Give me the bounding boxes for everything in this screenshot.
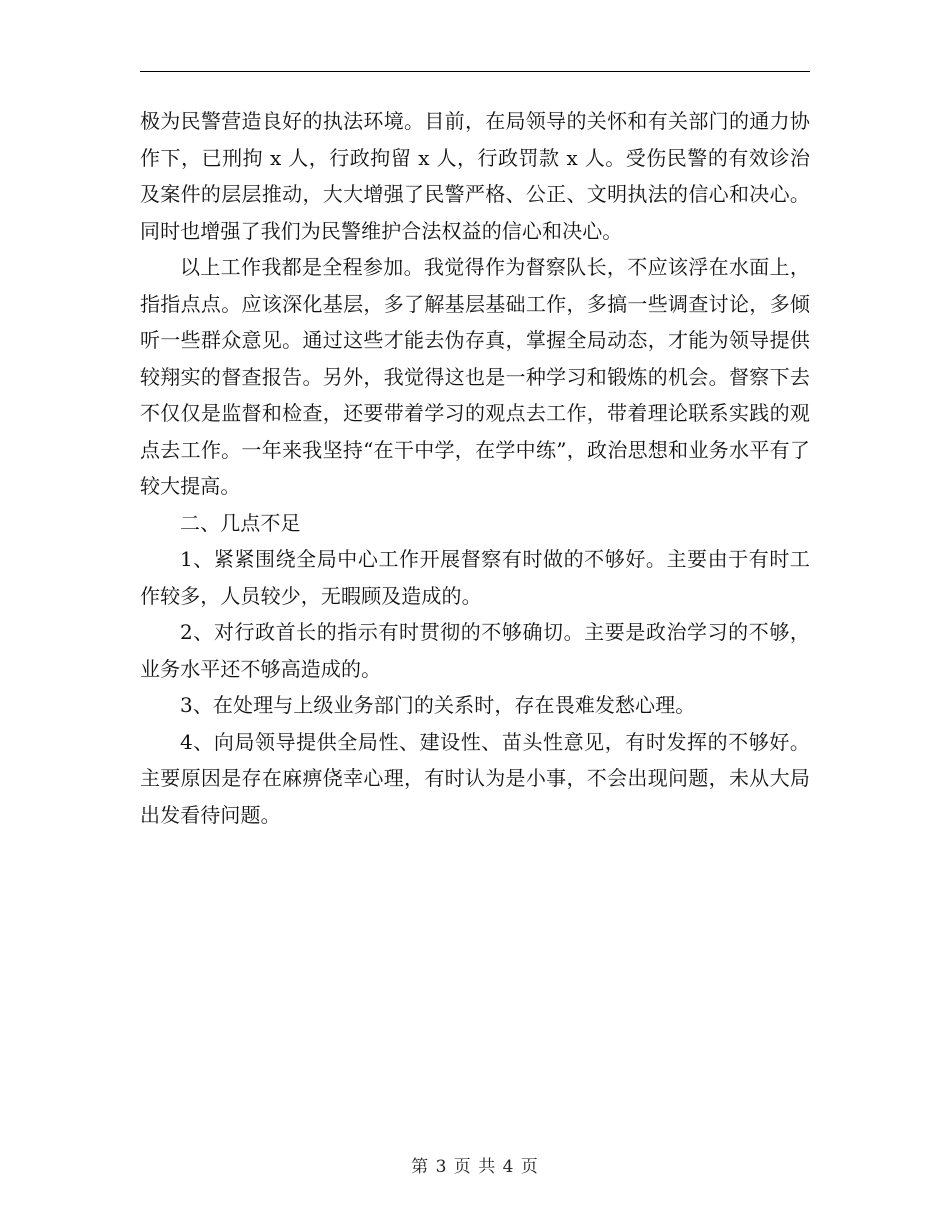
section-heading-shortcomings: 二、几点不足 bbox=[180, 510, 301, 535]
header-rule bbox=[140, 71, 810, 72]
list-item-shortcoming-2: 2、对行政首长的指示有时贯彻的不够确切。主要是政治学习的不够，业务水平还不够高造成的。 bbox=[140, 620, 810, 681]
list-item-shortcoming-4: 4、向局领导提供全局性、建设性、苗头性意见，有时发挥的不够好。主要原因是存在麻痹侥幸心理，有时认为是小事，不会出现问题，未从大局出发看待问题。 bbox=[140, 729, 810, 827]
list-item-shortcoming-3: 3、在处理与上级业务部门的关系时，存在畏难发愁心理。 bbox=[180, 693, 696, 717]
document-body bbox=[140, 103, 810, 833]
page-number-footer: 第 3 页 共 4 页 bbox=[411, 1157, 539, 1177]
list-item-shortcoming-1: 1、紧紧围绕全局中心工作开展督察有时做的不够好。主要由于有时工作较多，人员较少，无暇顾及造成的。 bbox=[140, 547, 810, 608]
paragraph-work-participation: 以上工作我都是全程参加。我觉得作为督察队长，不应该浮在水面上，指指点点。应该深化基层，多了解基层基础工作，多搞一些调查讨论，多倾听一些群众意见。通过这些才能去伪存真，掌握全局动态，才能为领导提供较翔实的督查报告。另外，我觉得这也是一种学习和锻炼的机会。督察下去不仅仅是监督和检查，还要带着学习的观点去工作，带着理论联系实践的观点去工作。一年来我坚持“在干中学，在学中练”，政治思想和业务水平有了较大提高。 bbox=[140, 255, 810, 498]
paragraph-continuation: 极为民警营造良好的执法环境。目前，在局领导的关怀和有关部门的通力协作下，已刑拘 x 人，行政拘留 x 人，行政罚款 x 人。受伤民警的有效诊治及案件的层层推动，大大增强了民警严格、公正、文明执法的信心和决心。同时也增强了我们为民警维护合法权益的信心和决心。 bbox=[140, 109, 810, 243]
